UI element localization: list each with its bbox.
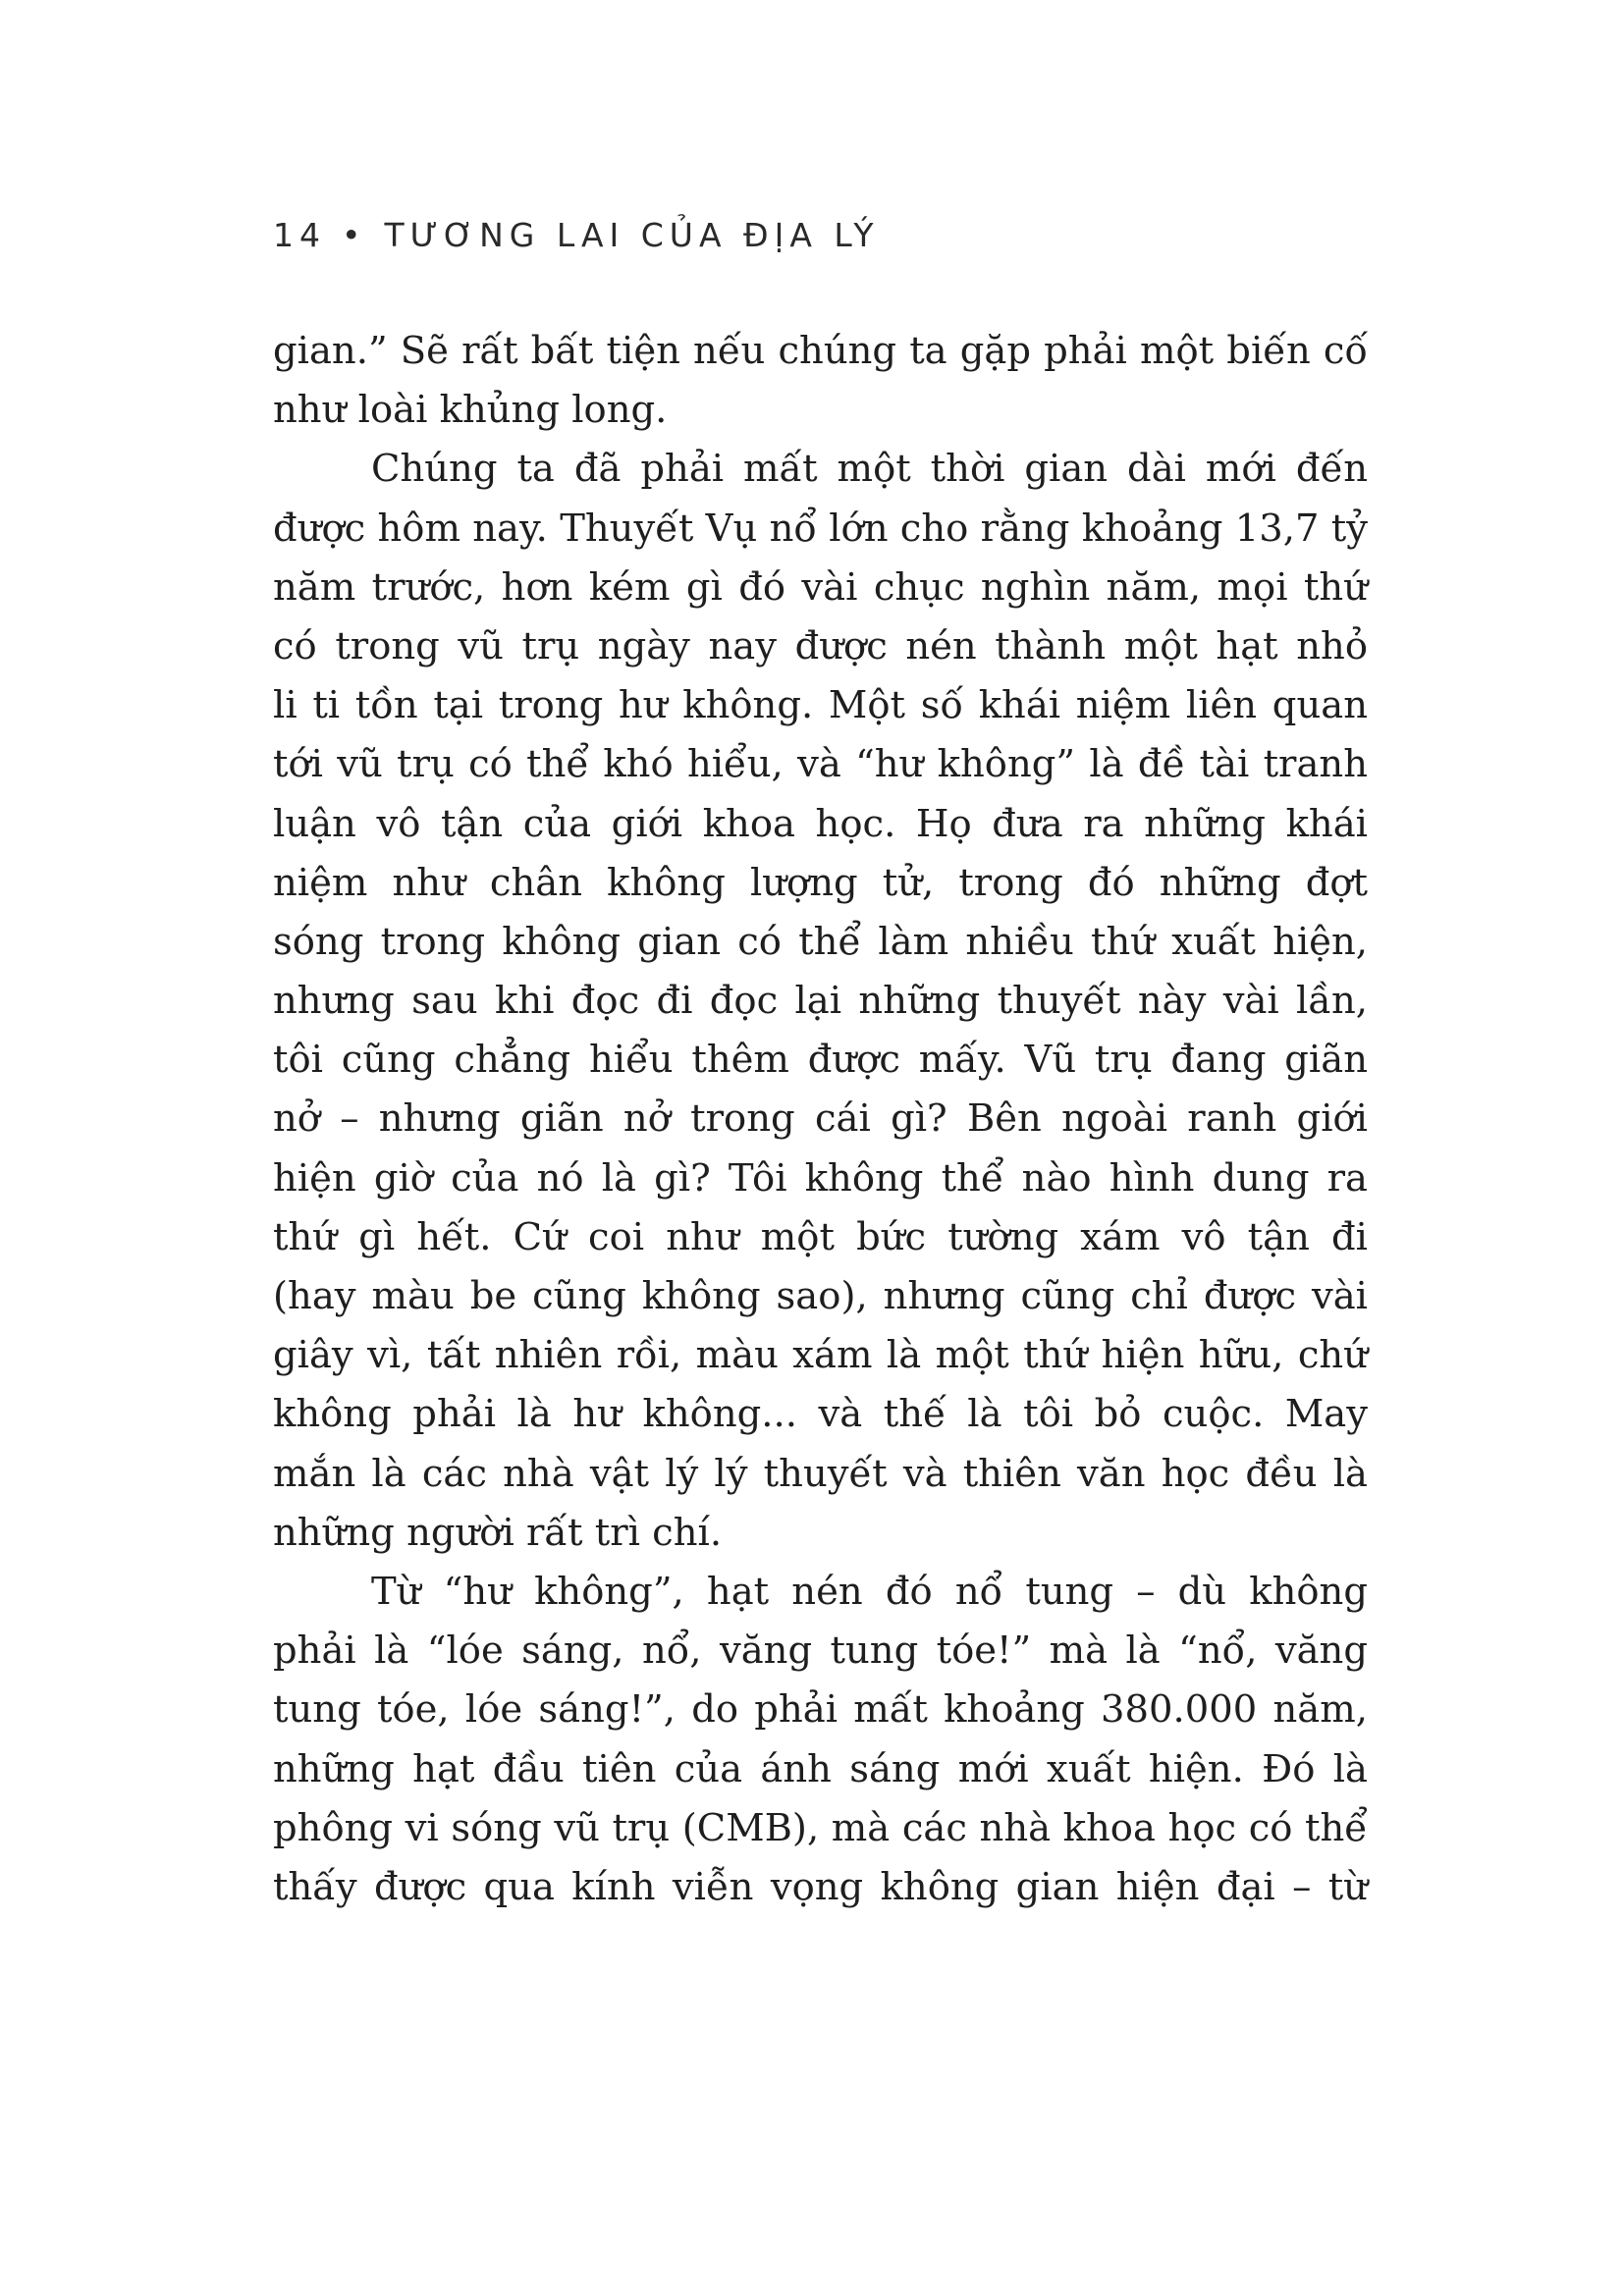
page-number: 14 xyxy=(273,216,326,254)
header-separator: • xyxy=(342,216,367,254)
text-line: những người rất trì chí. xyxy=(273,1510,723,1555)
text-line: phông vi sóng vũ trụ (CMB), mà các nhà khoa học có thể xyxy=(273,1805,1368,1850)
text-line: tung tóe, lóe sáng!”, do phải mất khoảng 380.000 năm, xyxy=(273,1687,1368,1733)
body-text xyxy=(273,322,1368,1917)
text-line: thấy được qua kính viễn vọng không gian hiện đại – từ xyxy=(273,1864,1368,1909)
text-line: mắn là các nhà vật lý lý thuyết và thiên văn học đều là xyxy=(273,1451,1368,1496)
text-line: được hôm nay. Thuyết Vụ nổ lớn cho rằng khoảng 13,7 tỷ xyxy=(273,506,1368,551)
text-line: phải là “lóe sáng, nổ, văng tung tóe!” mà là “nổ, văng xyxy=(273,1629,1368,1674)
text-line: sóng trong không gian có thể làm nhiều thứ xuất hiện, xyxy=(273,919,1368,964)
text-line: năm trước, hơn kém gì đó vài chục nghìn năm, mọi thứ xyxy=(273,564,1368,610)
book-title: TƯƠNG LAI CỦA ĐỊA LÝ xyxy=(384,216,880,254)
text-line: (hay màu be cũng không sao), nhưng cũng chỉ được vài xyxy=(273,1274,1368,1318)
running-header xyxy=(273,208,880,263)
text-line: hiện giờ của nó là gì? Tôi không thể nào hình dung ra xyxy=(273,1155,1368,1201)
text-line: tôi cũng chẳng hiểu thêm được mấy. Vũ trụ đang giãn xyxy=(273,1038,1368,1083)
text-line: Chúng ta đã phải mất một thời gian dài mới đến xyxy=(371,447,1368,492)
text-line: tới vũ trụ có thể khó hiểu, và “hư không” là đề tài tranh xyxy=(273,742,1368,787)
text-line: nở – nhưng giãn nở trong cái gì? Bên ngoài ranh giới xyxy=(273,1096,1368,1142)
text-line: có trong vũ trụ ngày nay được nén thành một hạt nhỏ xyxy=(273,623,1368,668)
text-line: giây vì, tất nhiên rồi, màu xám là một thứ hiện hữu, chứ xyxy=(273,1333,1368,1378)
text-line: niệm như chân không lượng tử, trong đó những đợt xyxy=(273,860,1368,905)
text-line: như loài khủng long. xyxy=(273,388,668,433)
text-line: nhưng sau khi đọc đi đọc lại những thuyết này vài lần, xyxy=(273,979,1368,1024)
text-line: Từ “hư không”, hạt nén đó nổ tung – dù không xyxy=(371,1569,1368,1614)
text-line: luận vô tận của giới khoa học. Họ đưa ra những khái xyxy=(273,801,1368,846)
text-line: không phải là hư không... và thế là tôi bỏ cuộc. May xyxy=(273,1392,1368,1437)
text-line: li ti tồn tại trong hư không. Một số khái niệm liên quan xyxy=(273,683,1368,728)
text-line: những hạt đầu tiên của ánh sáng mới xuất hiện. Đó là xyxy=(273,1746,1368,1791)
text-line: gian.” Sẽ rất bất tiện nếu chúng ta gặp phải một biến cố xyxy=(273,329,1368,373)
text-line: thứ gì hết. Cứ coi như một bức tường xám vô tận đi xyxy=(273,1214,1368,1259)
